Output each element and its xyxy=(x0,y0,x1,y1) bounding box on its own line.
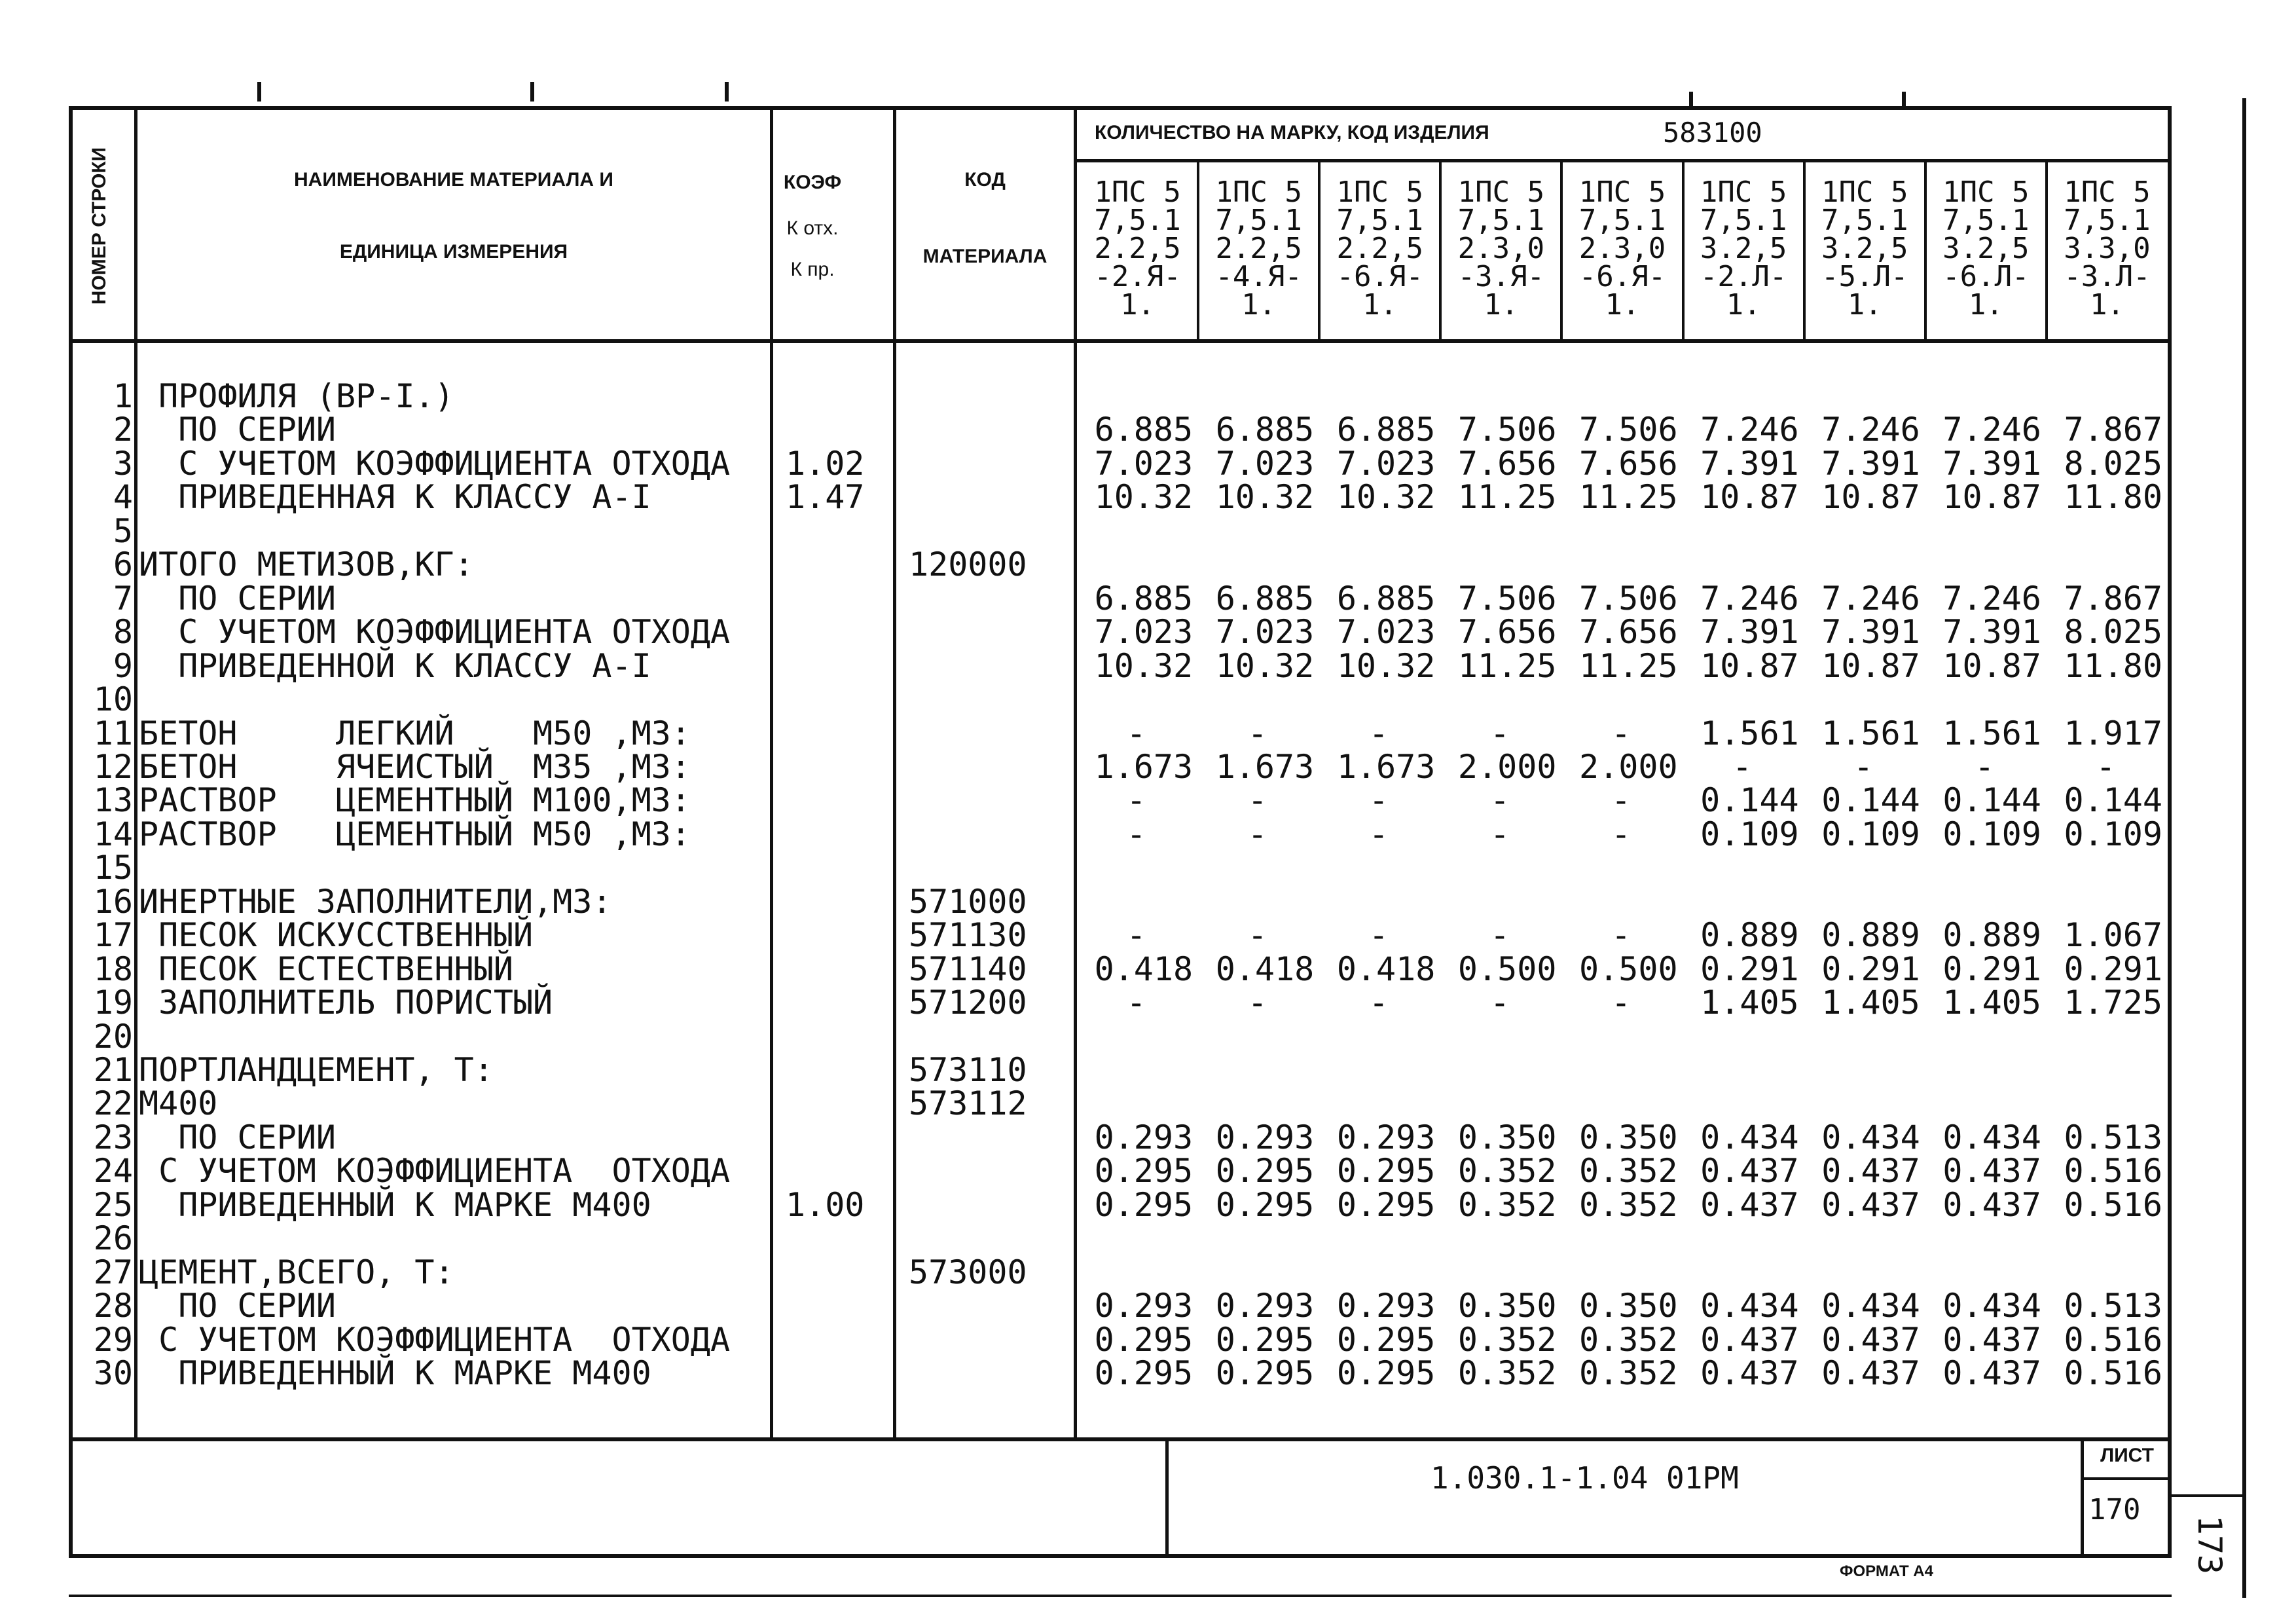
top-tick xyxy=(530,82,534,101)
quantity-value: 7.656 xyxy=(1457,444,1557,483)
material-name: ПЕСОК ЕСТЕСТВЕННЫЙ xyxy=(139,950,513,988)
sheet-label: ЛИСТ xyxy=(2100,1445,2154,1466)
quantity-value: 7.506 xyxy=(1457,579,1557,618)
quantity-value: 0.352 xyxy=(1457,1152,1557,1190)
material-code: 571000 xyxy=(909,882,1027,921)
row-number: 11 xyxy=(93,714,133,752)
row-number: 21 xyxy=(93,1051,133,1089)
material-name: С УЧЕТОМ КОЭФФИЦИЕНТА ОТХОДА xyxy=(139,1320,731,1359)
top-tick xyxy=(257,82,261,101)
quantity-value: 0.352 xyxy=(1457,1354,1557,1393)
mark-header: 1ПС 5 7,5.1 3.2,5 -5.Л- 1. xyxy=(1821,178,1908,322)
quantity-value: 7.023 xyxy=(1094,613,1194,652)
material-name: БЕТОН ЛЕГКИЙ М50 ,М3: xyxy=(139,714,691,752)
quantity-value: 0.434 xyxy=(1942,1287,2041,1325)
quantity-value: 1.405 xyxy=(1942,984,2041,1022)
empty-value-dash: - xyxy=(1853,747,1874,786)
quantity-value: 0.295 xyxy=(1094,1320,1194,1359)
quantity-value: 0.293 xyxy=(1094,1287,1194,1325)
quantity-value: 0.418 xyxy=(1215,950,1315,988)
quantity-value: 7.867 xyxy=(2064,579,2162,618)
quantity-value: 0.293 xyxy=(1215,1287,1315,1325)
row-number: 12 xyxy=(93,747,133,786)
mark-col-divider xyxy=(1318,161,1321,341)
mark-col-divider xyxy=(1560,161,1563,341)
quantity-value: 7.246 xyxy=(1821,579,1920,618)
material-name: ЦЕМЕНТ,ВСЕГО, Т: xyxy=(139,1253,454,1291)
quantity-value: 0.291 xyxy=(1821,950,1920,988)
quantity-value: 10.87 xyxy=(1700,478,1799,517)
quantity-value: 6.885 xyxy=(1215,411,1315,449)
quantity-value: 0.437 xyxy=(1942,1320,2041,1359)
quantity-value: 0.144 xyxy=(1821,781,1920,820)
empty-value-dash: - xyxy=(1368,984,1389,1022)
material-name: ПО СЕРИИ xyxy=(139,1287,337,1325)
quantity-value: 0.295 xyxy=(1215,1185,1315,1224)
empty-value-dash: - xyxy=(1368,815,1389,853)
quantity-value: 0.350 xyxy=(1579,1287,1678,1325)
quantity-value: 0.500 xyxy=(1457,950,1557,988)
quantity-value: 0.437 xyxy=(1942,1185,2041,1224)
row-number: 4 xyxy=(113,478,133,517)
quantity-value: 11.25 xyxy=(1579,478,1678,517)
quantity-value: 0.516 xyxy=(2064,1354,2162,1393)
row-number: 18 xyxy=(93,950,133,988)
quantity-value: 7.656 xyxy=(1579,613,1678,652)
quantity-value: 0.434 xyxy=(1821,1287,1920,1325)
row-number: 20 xyxy=(93,1017,133,1056)
quantity-value: 0.437 xyxy=(1700,1152,1799,1190)
row-number: 25 xyxy=(93,1185,133,1224)
quantity-value: 10.32 xyxy=(1215,478,1315,517)
quantity-value: 0.434 xyxy=(1700,1287,1799,1325)
quantity-value: 0.295 xyxy=(1215,1320,1315,1359)
name-header-line2: ЕДИНИЦА ИЗМЕРЕНИЯ xyxy=(339,241,568,263)
quantity-value: 0.350 xyxy=(1457,1287,1557,1325)
quantity-value: 10.32 xyxy=(1094,646,1194,685)
material-name: ПО СЕРИИ xyxy=(139,579,337,618)
quantity-value: 11.80 xyxy=(2064,478,2162,517)
empty-value-dash: - xyxy=(1489,815,1510,853)
quantity-value: 0.295 xyxy=(1336,1152,1436,1190)
mark-col-divider xyxy=(1924,161,1927,341)
quantity-value: 0.291 xyxy=(2064,950,2162,988)
empty-value-dash: - xyxy=(1126,916,1146,955)
row-number: 6 xyxy=(113,545,133,584)
row-number: 1 xyxy=(113,377,133,415)
quantity-value: 0.434 xyxy=(1700,1118,1799,1156)
quantity-value: 0.352 xyxy=(1579,1320,1678,1359)
stamp-box-top xyxy=(2172,1494,2244,1497)
mark-header: 1ПС 5 7,5.1 3.2,5 -6.Л- 1. xyxy=(1942,178,2030,322)
material-name: БЕТОН ЯЧЕИСТЫЙ М35 ,М3: xyxy=(139,747,691,786)
quantity-value: 0.350 xyxy=(1457,1118,1557,1156)
row-number: 27 xyxy=(93,1253,133,1291)
quantity-value: 0.889 xyxy=(1700,916,1799,955)
quantity-value: 8.025 xyxy=(2064,444,2162,483)
quantity-value: 0.352 xyxy=(1457,1320,1557,1359)
quantity-value: 6.885 xyxy=(1336,411,1436,449)
top-tick xyxy=(725,82,729,101)
coefficient-value: 1.00 xyxy=(786,1185,865,1224)
empty-value-dash: - xyxy=(1247,781,1267,820)
quantity-value: 11.25 xyxy=(1457,646,1557,685)
empty-value-dash: - xyxy=(1611,984,1631,1022)
material-name: ИНЕРТНЫЕ ЗАПОЛНИТЕЛИ,М3: xyxy=(139,882,612,921)
material-name: ПРИВЕДЕННЫЙ К МАРКЕ М400 xyxy=(139,1185,651,1224)
empty-value-dash: - xyxy=(1489,916,1510,955)
quantity-value: 0.295 xyxy=(1215,1152,1315,1190)
row-number: 3 xyxy=(113,444,133,483)
coef-header: КОЭФ xyxy=(783,172,842,193)
row-number: 30 xyxy=(93,1354,133,1393)
material-code: 573112 xyxy=(909,1084,1027,1123)
quantity-value: 7.246 xyxy=(1821,411,1920,449)
quantity-value: 10.87 xyxy=(1942,478,2041,517)
material-code: 120000 xyxy=(909,545,1027,584)
material-name: ПО СЕРИИ xyxy=(139,1118,337,1156)
top-tick xyxy=(1902,92,1906,106)
quantity-value: 0.293 xyxy=(1094,1118,1194,1156)
quantity-value: 7.506 xyxy=(1579,579,1678,618)
quantity-value: 7.246 xyxy=(1700,411,1799,449)
row-number: 22 xyxy=(93,1084,133,1123)
quantity-value: 1.405 xyxy=(1821,984,1920,1022)
frame-bottom xyxy=(69,1554,2172,1558)
quantity-value: 0.295 xyxy=(1094,1354,1194,1393)
empty-value-dash: - xyxy=(1247,815,1267,853)
empty-value-dash: - xyxy=(1126,781,1146,820)
mark-header: 1ПС 5 7,5.1 3.3,0 -3.Л- 1. xyxy=(2064,178,2151,322)
quantity-value: 0.295 xyxy=(1094,1152,1194,1190)
row-number: 13 xyxy=(93,781,133,820)
quantity-value: 1.561 xyxy=(1942,714,2041,752)
row-number: 29 xyxy=(93,1320,133,1359)
row-number: 2 xyxy=(113,411,133,449)
material-name: ПРИВЕДЕННОЙ К КЛАССУ А-I xyxy=(139,646,651,685)
empty-value-dash: - xyxy=(1975,747,1995,786)
quantity-value: 7.656 xyxy=(1579,444,1678,483)
quantity-value: 0.889 xyxy=(1821,916,1920,955)
quantity-value: 0.295 xyxy=(1336,1185,1436,1224)
row-number: 23 xyxy=(93,1118,133,1156)
empty-value-dash: - xyxy=(1368,714,1389,752)
quantity-value: 1.405 xyxy=(1700,984,1799,1022)
quantity-value: 0.513 xyxy=(2064,1287,2162,1325)
quantity-value: 6.885 xyxy=(1094,411,1194,449)
material-name: ПЕСОК ИСКУССТВЕННЫЙ xyxy=(139,916,534,955)
empty-value-dash: - xyxy=(1368,781,1389,820)
mark-col-divider xyxy=(1682,161,1685,341)
row-number: 17 xyxy=(93,916,133,955)
material-name: С УЧЕТОМ КОЭФФИЦИЕНТА ОТХОДА xyxy=(139,613,731,652)
material-name: ПО СЕРИИ xyxy=(139,411,337,449)
empty-value-dash: - xyxy=(1368,916,1389,955)
quantity-value: 0.109 xyxy=(1942,815,2041,853)
mark-header: 1ПС 5 7,5.1 2.2,5 -6.Я- 1. xyxy=(1336,178,1423,322)
empty-value-dash: - xyxy=(1247,916,1267,955)
material-name: РАСТВОР ЦЕМЕНТНЫЙ М100,М3: xyxy=(139,781,691,820)
top-tick xyxy=(1689,92,1693,106)
empty-value-dash: - xyxy=(1611,714,1631,752)
quantity-value: 0.293 xyxy=(1215,1118,1315,1156)
quantity-value: 1.561 xyxy=(1700,714,1799,752)
empty-value-dash: - xyxy=(1732,747,1753,786)
row-number: 9 xyxy=(113,646,133,685)
quantity-value: 0.144 xyxy=(1700,781,1799,820)
mark-header: 1ПС 5 7,5.1 2.3,0 -3.Я- 1. xyxy=(1457,178,1545,322)
quantity-value: 0.437 xyxy=(1942,1354,2041,1393)
row-number: 19 xyxy=(93,984,133,1022)
quantity-value: 11.80 xyxy=(2064,646,2162,685)
material-code: 571130 xyxy=(909,916,1027,955)
col-line-coef xyxy=(893,106,896,1439)
quantity-value: 0.291 xyxy=(1942,950,2041,988)
header-separator xyxy=(69,339,2172,343)
quantity-value: 10.87 xyxy=(1942,646,2041,685)
quantity-value: 0.295 xyxy=(1094,1185,1194,1224)
quantity-value: 6.885 xyxy=(1215,579,1315,618)
row-number: 28 xyxy=(93,1287,133,1325)
quantity-value: 1.673 xyxy=(1215,747,1315,786)
mark-col-divider xyxy=(1439,161,1442,341)
quantity-value: 0.513 xyxy=(2064,1118,2162,1156)
row-number-header: НОМЕР СТРОКИ xyxy=(88,147,110,305)
page-stamp: 173 xyxy=(2191,1515,2229,1575)
quantity-value: 0.109 xyxy=(2064,815,2162,853)
quantity-value: 0.434 xyxy=(1942,1118,2041,1156)
quantity-value: 7.506 xyxy=(1579,411,1678,449)
empty-value-dash: - xyxy=(1611,916,1631,955)
quantity-value: 0.295 xyxy=(1215,1354,1315,1393)
quantity-value: 0.295 xyxy=(1336,1320,1436,1359)
row-number: 16 xyxy=(93,882,133,921)
quantity-value: 7.867 xyxy=(2064,411,2162,449)
quantity-value: 7.023 xyxy=(1215,444,1315,483)
quantity-value: 1.067 xyxy=(2064,916,2162,955)
quantity-value: 0.516 xyxy=(2064,1320,2162,1359)
quantity-value: 2.000 xyxy=(1579,747,1678,786)
quantity-value: 6.885 xyxy=(1094,579,1194,618)
row-number: 8 xyxy=(113,613,133,652)
format-label: ФОРМАТ А4 xyxy=(1840,1562,1933,1580)
material-name: ИТОГО МЕТИЗОВ,КГ: xyxy=(139,545,474,584)
quantity-value: 0.418 xyxy=(1094,950,1194,988)
quantity-value: 0.437 xyxy=(1821,1354,1920,1393)
name-header-line1: НАИМЕНОВАНИЕ МАТЕРИАЛА И xyxy=(293,169,613,191)
quantity-value: 0.437 xyxy=(1821,1152,1920,1190)
code-header-line2: МАТЕРИАЛА xyxy=(922,246,1048,267)
empty-value-dash: - xyxy=(2096,747,2116,786)
row-number: 15 xyxy=(93,849,133,887)
quantity-value: 8.025 xyxy=(2064,613,2162,652)
mark-header: 1ПС 5 7,5.1 2.2,5 -4.Я- 1. xyxy=(1215,178,1302,322)
table-bottom xyxy=(69,1437,2172,1441)
quantity-value: 7.656 xyxy=(1457,613,1557,652)
row-number: 14 xyxy=(93,815,133,853)
quantity-value: 6.885 xyxy=(1336,579,1436,618)
quantity-value: 0.418 xyxy=(1336,950,1436,988)
material-code: 573110 xyxy=(909,1051,1027,1089)
quantity-value: 1.725 xyxy=(2064,984,2162,1022)
quantity-value: 0.889 xyxy=(1942,916,2041,955)
quantity-value: 0.293 xyxy=(1336,1287,1436,1325)
quantity-value: 10.32 xyxy=(1336,646,1436,685)
empty-value-dash: - xyxy=(1126,714,1146,752)
material-code: 571200 xyxy=(909,984,1027,1022)
material-name: ПРОФИЛЯ (ВР-I.) xyxy=(139,377,454,415)
quantity-value: 7.023 xyxy=(1094,444,1194,483)
quantity-value: 1.673 xyxy=(1336,747,1436,786)
quantity-value: 0.109 xyxy=(1700,815,1799,853)
quantity-value: 7.023 xyxy=(1336,613,1436,652)
quantity-value: 0.352 xyxy=(1579,1185,1678,1224)
quantity-value: 0.437 xyxy=(1700,1354,1799,1393)
quantity-value: 0.437 xyxy=(1700,1185,1799,1224)
quantity-value: 0.144 xyxy=(1942,781,2041,820)
col-line-rownum xyxy=(134,106,137,1439)
row-number: 7 xyxy=(113,579,133,618)
row-number: 26 xyxy=(93,1219,133,1258)
material-name: С УЧЕТОМ КОЭФФИЦИЕНТА ОТХОДА xyxy=(139,444,731,483)
material-name: ПРИВЕДЕННЫЙ К МАРКЕ М400 xyxy=(139,1354,651,1393)
quantity-value: 11.25 xyxy=(1579,646,1678,685)
quantity-value: 10.87 xyxy=(1700,646,1799,685)
quantity-value: 7.246 xyxy=(1942,411,2041,449)
code-header-line1: КОД xyxy=(964,169,1006,191)
coefficient-value: 1.47 xyxy=(786,478,865,517)
empty-value-dash: - xyxy=(1489,781,1510,820)
mark-header: 1ПС 5 7,5.1 2.2,5 -2.Я- 1. xyxy=(1094,178,1181,322)
quantity-value: 7.391 xyxy=(1700,444,1799,483)
quantity-value: 1.673 xyxy=(1094,747,1194,786)
quantity-value: 0.295 xyxy=(1336,1354,1436,1393)
quantity-value: 0.516 xyxy=(2064,1185,2162,1224)
quantity-value: 11.25 xyxy=(1457,478,1557,517)
sheet-box-mid xyxy=(2081,1477,2170,1480)
outer-bottom-line xyxy=(69,1595,2172,1597)
material-code: 573000 xyxy=(909,1253,1027,1291)
empty-value-dash: - xyxy=(1126,984,1146,1022)
col-line-code xyxy=(1074,106,1077,1439)
material-name: М400 xyxy=(139,1084,218,1123)
document-code: 1.030.1-1.04 01РМ xyxy=(1430,1460,1739,1496)
quantity-value: 10.87 xyxy=(1821,646,1920,685)
quantity-value: 10.32 xyxy=(1336,478,1436,517)
empty-value-dash: - xyxy=(1126,815,1146,853)
quantity-value: 0.352 xyxy=(1579,1354,1678,1393)
quantity-value: 0.437 xyxy=(1821,1320,1920,1359)
row-number: 24 xyxy=(93,1152,133,1190)
qty-header-label: КОЛИЧЕСТВО НА МАРКУ, КОД ИЗДЕЛИЯ xyxy=(1095,122,1489,143)
qty-header-line xyxy=(1074,159,2172,162)
quantity-value: 7.023 xyxy=(1215,613,1315,652)
mark-col-divider xyxy=(1197,161,1199,341)
empty-value-dash: - xyxy=(1247,984,1267,1022)
material-name: РАСТВОР ЦЕМЕНТНЫЙ М50 ,М3: xyxy=(139,815,691,853)
quantity-value: 0.437 xyxy=(1821,1185,1920,1224)
frame-right xyxy=(2168,106,2172,1558)
empty-value-dash: - xyxy=(1611,781,1631,820)
empty-value-dash: - xyxy=(1611,815,1631,853)
quantity-value: 0.144 xyxy=(2064,781,2162,820)
quantity-value: 0.437 xyxy=(1700,1320,1799,1359)
quantity-value: 0.500 xyxy=(1579,950,1678,988)
quantity-value: 7.246 xyxy=(1700,579,1799,618)
mark-header: 1ПС 5 7,5.1 3.2,5 -2.Л- 1. xyxy=(1700,178,1787,322)
quantity-value: 7.391 xyxy=(1942,613,2041,652)
row-number: 10 xyxy=(93,680,133,719)
empty-value-dash: - xyxy=(1247,714,1267,752)
coef-pr-header: К пр. xyxy=(790,259,835,280)
empty-value-dash: - xyxy=(1489,984,1510,1022)
material-name: ПРИВЕДЕННАЯ К КЛАССУ А-I xyxy=(139,478,651,517)
mark-col-divider xyxy=(1803,161,1806,341)
quantity-value: 7.391 xyxy=(1700,613,1799,652)
sheet-box-left xyxy=(2081,1437,2084,1556)
quantity-value: 2.000 xyxy=(1457,747,1557,786)
material-name: ЗАПОЛНИТЕЛЬ ПОРИСТЫЙ xyxy=(139,984,553,1022)
quantity-value: 0.293 xyxy=(1336,1118,1436,1156)
quantity-value: 1.917 xyxy=(2064,714,2162,752)
quantity-value: 7.391 xyxy=(1821,613,1920,652)
empty-value-dash: - xyxy=(1489,714,1510,752)
quantity-value: 0.516 xyxy=(2064,1152,2162,1190)
quantity-value: 10.32 xyxy=(1094,478,1194,517)
material-code: 571140 xyxy=(909,950,1027,988)
quantity-value: 10.32 xyxy=(1215,646,1315,685)
sheet-number: 170 xyxy=(2088,1493,2141,1526)
quantity-value: 7.246 xyxy=(1942,579,2041,618)
footer-divider xyxy=(1165,1437,1169,1556)
quantity-value: 0.437 xyxy=(1942,1152,2041,1190)
frame-top xyxy=(69,106,2172,110)
quantity-value: 0.434 xyxy=(1821,1118,1920,1156)
quantity-value: 0.109 xyxy=(1821,815,1920,853)
quantity-value: 1.561 xyxy=(1821,714,1920,752)
material-name: ПОРТЛАНДЦЕМЕНТ, Т: xyxy=(139,1051,494,1089)
quantity-value: 7.391 xyxy=(1821,444,1920,483)
coefficient-value: 1.02 xyxy=(786,444,865,483)
quantity-value: 0.350 xyxy=(1579,1118,1678,1156)
quantity-value: 7.391 xyxy=(1942,444,2041,483)
quantity-value: 10.87 xyxy=(1821,478,1920,517)
outer-right-line xyxy=(2242,98,2246,1598)
mark-header: 1ПС 5 7,5.1 2.3,0 -6.Я- 1. xyxy=(1578,178,1666,322)
row-number: 5 xyxy=(113,511,133,550)
qty-header-code: 583100 xyxy=(1663,117,1762,149)
quantity-value: 0.352 xyxy=(1579,1152,1678,1190)
quantity-value: 7.506 xyxy=(1457,411,1557,449)
quantity-value: 7.023 xyxy=(1336,444,1436,483)
quantity-value: 0.352 xyxy=(1457,1185,1557,1224)
coef-otx-header: К отх. xyxy=(786,217,839,239)
mark-col-divider xyxy=(2045,161,2048,341)
material-name: С УЧЕТОМ КОЭФФИЦИЕНТА ОТХОДА xyxy=(139,1152,731,1190)
quantity-value: 0.291 xyxy=(1700,950,1799,988)
